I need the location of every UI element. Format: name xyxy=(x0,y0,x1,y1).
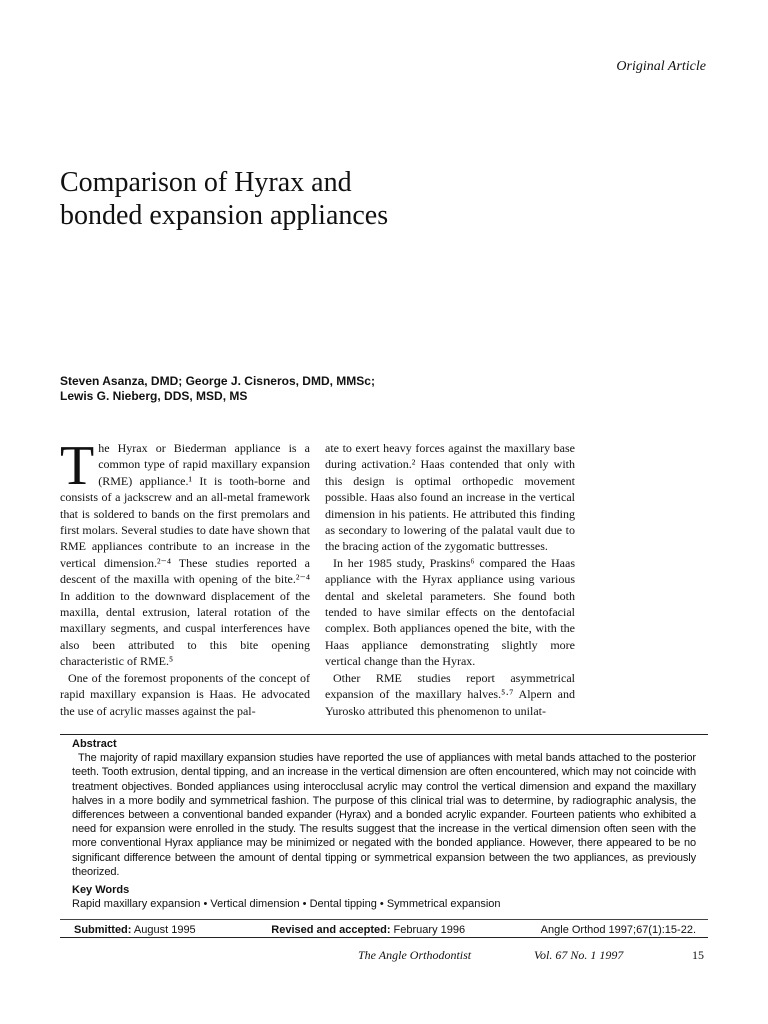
page-number: 15 xyxy=(692,948,704,962)
body-paragraph xyxy=(60,435,310,670)
paragraph-text: he Hyrax or Biederman appliance is a common type of rapid maxillary expansion (RME) appliance.¹ It is tooth-borne and consists of a jackscrew and an all-metal framework that is soldered to bands on the first premolars and first molars. Several studies to date have shown that RME appliances contribute to an increase in the vertical dimension.²⁻⁴ These studies reported a descent of the maxilla with opening of the bite.²⁻⁴ In addition to the downward displacement of the maxilla, dental extrusion, lateral rotation of the maxillary segments, and cuspal interferences have also been attributed to this bite opening characteristic of RME.⁵ xyxy=(60,441,310,669)
submitted-value: August 1995 xyxy=(133,924,196,936)
abstract-text: The majority of rapid maxillary expansion studies have reported the use of appliances with metal bands attached to the posterior teeth. Tooth extrusion, dental tipping, and an increase in the vertical dimension are often encountered, which may not coincide with treatment objectives. Bonded appliances using interocclusal acrylic may control the vertical dimension and expand the maxillary halves in a more bodily and symmetrical fashion. The purpose of this clinical trial was to determine, by radiographic analysis, the differences between a conventional banded expander (Hyrax) and a bonded acrylic expander. Fourteen patients who exhibited a need for expansion were enrolled in the study. The results suggest that the increase in the vertical dimension often seen with the more conventional Hyrax appliance may be minimized or negated with the bonded appliance. However, there appeared to be no significant difference between the amount of dental tipping or symmetrical expansion between the two appliances, as previously theorized. xyxy=(72,752,696,878)
body-paragraph: ate to exert heavy forces against the maxillary base during activation.² Haas contended that only with this design is optimal orthopedic movement possible. Haas also found an increase in the vertical dimension in his patients. He attributed this finding as secondary to lowering of the palatal vault due to the bracing action of the zygomatic buttresses. xyxy=(325,441,575,554)
keywords-heading: Key Words xyxy=(72,884,130,897)
article-title xyxy=(60,166,580,232)
abstract-divider xyxy=(60,919,708,920)
abstract-heading: Abstract xyxy=(72,738,117,750)
revised-value: February 1996 xyxy=(393,924,466,936)
body-column-right xyxy=(325,440,575,719)
title-line-2: bonded expansion appliances xyxy=(60,200,389,231)
body-paragraph: Other RME studies report asymmetrical expansion of the maxillary halves.⁵·⁷ Alpern and Yurosko attributed this phenomenon to unilat- xyxy=(325,670,575,718)
keywords-list: Rapid maxillary expansion • Vertical dimension • Dental tipping • Symmetrical expansion xyxy=(72,898,501,911)
submitted-date xyxy=(74,923,196,937)
authors-line-2: Lewis G. Nieberg, DDS, MSD, MS xyxy=(60,389,248,403)
body-column-left xyxy=(60,435,310,719)
submitted-label: Submitted: xyxy=(74,924,132,936)
abstract-box xyxy=(60,734,708,938)
drop-cap: T xyxy=(60,435,95,497)
author-list xyxy=(60,374,660,404)
body-paragraph: In her 1985 study, Praskins⁶ compared the Haas appliance with the Hyrax appliance using various dental and skeletal parameters. She found both tended to have similar effects on the dentofacial complex. Both appliances opened the bite, with the Haas appliance demonstrating slightly more vertical change than the Hyrax. xyxy=(325,555,575,669)
publication-dates xyxy=(74,923,696,937)
body-paragraph: One of the foremost proponents of the concept of rapid maxillary expansion is Haas. He advocated the use of acrylic masses against the pal- xyxy=(60,670,310,718)
revised-label: Revised and accepted: xyxy=(271,924,391,936)
volume-info: Vol. 67 No. 1 1997 xyxy=(534,948,624,962)
journal-name: The Angle Orthodontist xyxy=(358,948,472,962)
citation: Angle Orthod 1997;67(1):15-22. xyxy=(540,924,696,936)
section-label: Original Article xyxy=(616,59,706,74)
title-line-1: Comparison of Hyrax and xyxy=(60,167,352,198)
revised-date xyxy=(271,923,465,937)
authors-line-1: Steven Asanza, DMD; George J. Cisneros, DMD, MMSc; xyxy=(60,374,375,388)
